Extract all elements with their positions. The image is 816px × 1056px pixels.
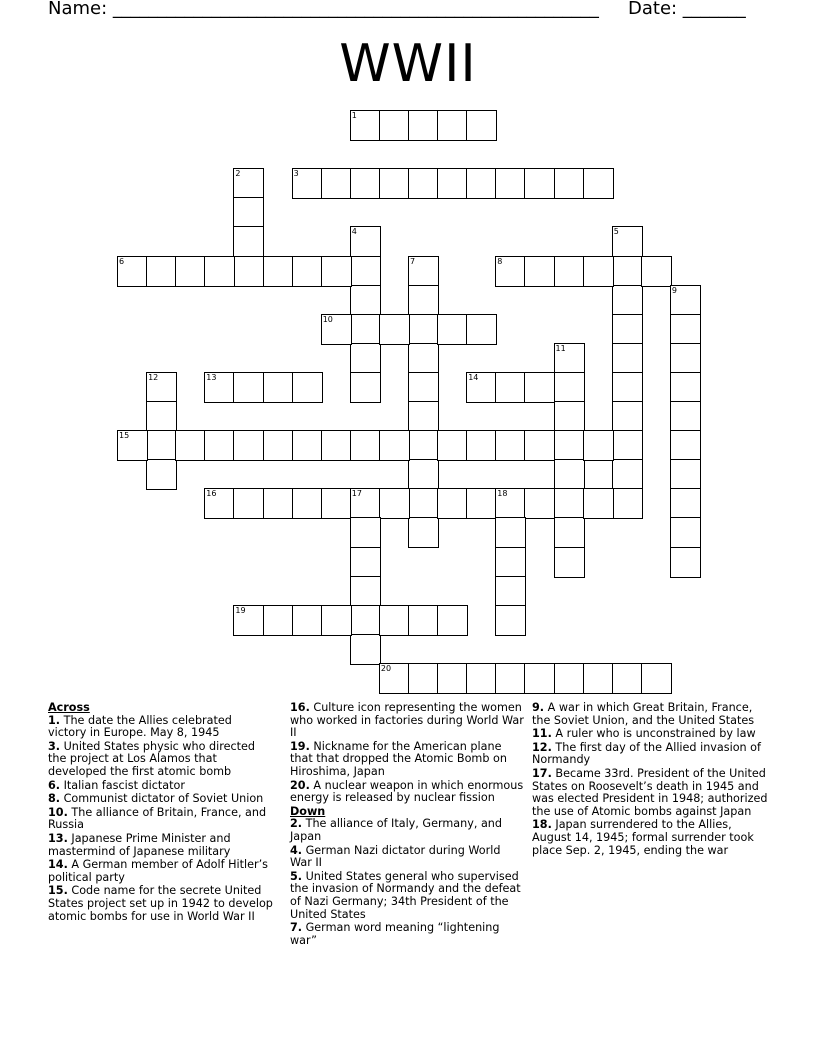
grid-cell[interactable]: [292, 168, 323, 199]
clue-text: United States physic who directed the project at Los Alamos that developed the first atomic bomb: [48, 739, 255, 778]
clue-number: 14.: [48, 858, 68, 872]
clue-number: 12: [148, 372, 159, 382]
clue-number: 13: [206, 372, 217, 382]
grid-cell[interactable]: [408, 343, 439, 374]
clue-text: United States general who supervised the invasion of Normandy and the defeat of Nazi Germany; 34th President of the United States: [290, 869, 521, 921]
grid-cell[interactable]: [554, 168, 585, 199]
clue-number: 6: [119, 256, 125, 266]
clue-number: 1.: [48, 713, 61, 727]
grid-cell[interactable]: [292, 430, 323, 461]
clue-text: Became 33rd. President of the United States on Roosevelt’s death in 1945 and was elected President in 1948; authorized the use of Atomic bombs against Japan: [532, 766, 768, 818]
clue-text: Communist dictator of Soviet Union: [63, 792, 264, 806]
grid-cell[interactable]: [495, 488, 526, 519]
clue-number: 11: [555, 343, 566, 353]
grid-cell[interactable]: [670, 430, 701, 461]
grid-cell[interactable]: [408, 488, 439, 519]
grid-cell[interactable]: [350, 430, 381, 461]
clue-number: 15.: [48, 884, 68, 898]
grid-cell[interactable]: [350, 285, 381, 316]
grid-cell[interactable]: [437, 430, 468, 461]
grid-cell[interactable]: [554, 343, 585, 374]
clue-number: 9: [671, 285, 677, 295]
grid-cell[interactable]: [350, 110, 381, 141]
grid-cell[interactable]: [466, 430, 497, 461]
grid-cell[interactable]: [437, 605, 468, 636]
grid-cell[interactable]: [670, 547, 701, 578]
grid-cell[interactable]: [612, 314, 643, 345]
grid-cell[interactable]: [495, 430, 526, 461]
grid-cell[interactable]: [117, 256, 148, 287]
grid-cell[interactable]: [292, 372, 323, 403]
clue-number: 6.: [48, 778, 61, 792]
grid-cell[interactable]: [495, 372, 526, 403]
grid-cell[interactable]: [233, 372, 264, 403]
grid-cell[interactable]: [612, 256, 643, 287]
grid-cell[interactable]: [146, 401, 177, 432]
grid-cell[interactable]: [233, 488, 264, 519]
grid-cell[interactable]: [408, 110, 439, 141]
grid-cell[interactable]: [437, 314, 468, 345]
clue-number: 8: [497, 256, 503, 266]
grid-cell[interactable]: [204, 430, 235, 461]
grid-cell[interactable]: [379, 605, 410, 636]
clue-number: 3.: [48, 739, 61, 753]
grid-cell[interactable]: [408, 168, 439, 199]
grid-cell[interactable]: [466, 314, 497, 345]
clue-number: 2: [235, 169, 241, 179]
grid-cell[interactable]: [641, 256, 672, 287]
grid-cell[interactable]: [408, 605, 439, 636]
grid-cell[interactable]: [408, 372, 439, 403]
grid-cell[interactable]: [233, 605, 264, 636]
clue-item: [48, 807, 273, 832]
clue-text: Japanese Prime Minister and mastermind of Japanese military: [48, 831, 231, 858]
clue-item: [48, 833, 273, 858]
clue-item: [290, 818, 525, 843]
grid-cell[interactable]: [233, 197, 264, 228]
grid-cell[interactable]: [204, 372, 235, 403]
grid-cell[interactable]: [350, 256, 381, 287]
grid-cell[interactable]: [350, 547, 381, 578]
clue-text: Italian fascist dictator: [63, 778, 185, 792]
clues-column-2: [290, 702, 525, 948]
clue-number: 17: [351, 489, 362, 499]
grid-cell[interactable]: [612, 401, 643, 432]
grid-cell[interactable]: [495, 256, 526, 287]
clue-number: 16: [206, 489, 217, 499]
grid-cell[interactable]: [670, 285, 701, 316]
clue-text: The alliance of Italy, Germany, and Japan: [290, 817, 502, 843]
clue-item: [48, 793, 273, 806]
grid-cell[interactable]: [408, 401, 439, 432]
clue-item: [532, 702, 772, 727]
grid-cell[interactable]: [612, 372, 643, 403]
name-field[interactable]: Name: ______________________________________________________: [48, 0, 599, 19]
grid-cell[interactable]: [408, 663, 439, 694]
grid-cell[interactable]: [583, 168, 614, 199]
grid-cell[interactable]: [263, 256, 294, 287]
grid-cell[interactable]: [408, 314, 439, 345]
clue-number: 9.: [532, 701, 545, 714]
grid-cell[interactable]: [524, 488, 555, 519]
grid-cell[interactable]: [146, 459, 177, 490]
grid-cell[interactable]: [350, 576, 381, 607]
clue-text: A German member of Adolf Hitler’s political party: [48, 858, 269, 884]
grid-cell[interactable]: [379, 488, 410, 519]
grid-cell[interactable]: [292, 488, 323, 519]
grid-cell[interactable]: [204, 488, 235, 519]
grid-cell[interactable]: [524, 663, 555, 694]
grid-cell[interactable]: [146, 430, 177, 461]
grid-cell[interactable]: [670, 343, 701, 374]
clue-number: 7.: [290, 921, 303, 935]
clue-text: German Nazi dictator during World War II: [290, 843, 501, 870]
clue-item: [290, 871, 525, 921]
grid-cell[interactable]: [408, 256, 439, 287]
grid-cell[interactable]: [612, 226, 643, 257]
grid-cell[interactable]: [670, 372, 701, 403]
grid-cell[interactable]: [670, 517, 701, 548]
grid-cell[interactable]: [379, 430, 410, 461]
grid-cell[interactable]: [321, 314, 352, 345]
clue-item: [48, 859, 273, 884]
grid-cell[interactable]: [350, 226, 381, 257]
clue-number: 10: [322, 314, 333, 324]
grid-cell[interactable]: [524, 256, 555, 287]
grid-cell[interactable]: [670, 401, 701, 432]
grid-cell[interactable]: [495, 547, 526, 578]
clue-item: [290, 845, 525, 870]
grid-cell[interactable]: [612, 285, 643, 316]
grid-cell[interactable]: [583, 663, 614, 694]
grid-cell[interactable]: [554, 401, 585, 432]
grid-cell[interactable]: [233, 168, 264, 199]
clue-item: [532, 768, 772, 818]
grid-cell[interactable]: [583, 488, 614, 519]
grid-cell[interactable]: [292, 256, 323, 287]
clue-number: 18.: [532, 818, 552, 832]
clue-item: [48, 715, 273, 740]
grid-cell[interactable]: [379, 314, 410, 345]
clue-number: 19.: [290, 739, 310, 753]
clue-text: Culture icon representing the women who worked in factories during World War II: [290, 701, 524, 740]
grid-cell[interactable]: [670, 314, 701, 345]
clue-item: [532, 742, 772, 767]
clue-number: 5: [613, 227, 619, 237]
grid-cell[interactable]: [612, 488, 643, 519]
clue-item: [48, 885, 273, 923]
grid-cell[interactable]: [350, 634, 381, 665]
clue-number: 11.: [532, 727, 552, 741]
clue-text: A nuclear weapon in which enormous energy is released by nuclear fission: [290, 778, 524, 805]
grid-cell[interactable]: [379, 168, 410, 199]
grid-cell[interactable]: [554, 430, 585, 461]
grid-cell[interactable]: [350, 605, 381, 636]
grid-cell[interactable]: [321, 256, 352, 287]
grid-cell[interactable]: [466, 110, 497, 141]
clue-text: Japan surrendered to the Allies, August 14, 1945; formal surrender took place Sep. 2, 1945, ending the war: [532, 818, 754, 857]
grid-cell[interactable]: [350, 314, 381, 345]
grid-cell[interactable]: [495, 576, 526, 607]
clue-number: 4: [351, 227, 357, 237]
clue-number: 18: [497, 489, 508, 499]
clue-number: 10.: [48, 805, 68, 819]
grid-cell[interactable]: [583, 256, 614, 287]
clue-text: Code name for the secrete United States project set up in 1942 to develop atomic bombs for use in World War II: [48, 884, 273, 923]
grid-cell[interactable]: [437, 110, 468, 141]
grid-cell[interactable]: [408, 430, 439, 461]
clue-item: [290, 780, 525, 805]
clue-text: The date the Allies celebrated victory in Europe. May 8, 1945: [48, 713, 232, 740]
clue-text: German word meaning “lightening war”: [290, 921, 500, 947]
grid-cell[interactable]: [233, 226, 264, 257]
clue-number: 5.: [290, 869, 303, 883]
grid-cell[interactable]: [524, 168, 555, 199]
grid-cell[interactable]: [612, 343, 643, 374]
grid-cell[interactable]: [175, 430, 206, 461]
grid-cell[interactable]: [670, 488, 701, 519]
grid-cell[interactable]: [292, 605, 323, 636]
clue-number: 3: [293, 169, 299, 179]
grid-cell[interactable]: [350, 488, 381, 519]
clue-text: A ruler who is unconstrained by law: [555, 727, 756, 741]
grid-cell[interactable]: [175, 256, 206, 287]
grid-cell[interactable]: [612, 430, 643, 461]
grid-cell[interactable]: [554, 488, 585, 519]
grid-cell[interactable]: [554, 372, 585, 403]
down-heading: Down: [290, 804, 326, 818]
grid-cell[interactable]: [321, 430, 352, 461]
clue-item: [48, 741, 273, 779]
clue-number: 14: [468, 372, 479, 382]
clue-number: 8.: [48, 792, 61, 806]
clue-number: 19: [235, 605, 246, 615]
grid-cell[interactable]: [263, 372, 294, 403]
grid-cell[interactable]: [379, 663, 410, 694]
grid-cell[interactable]: [495, 663, 526, 694]
grid-cell[interactable]: [408, 517, 439, 548]
grid-cell[interactable]: [233, 256, 264, 287]
grid-cell[interactable]: [204, 256, 235, 287]
clue-number: 20.: [290, 778, 310, 792]
grid-cell[interactable]: [583, 430, 614, 461]
grid-cell[interactable]: [146, 256, 177, 287]
clue-number: 15: [119, 431, 130, 441]
grid-cell[interactable]: [466, 488, 497, 519]
clue-number: 20: [380, 663, 392, 673]
grid-cell[interactable]: [612, 663, 643, 694]
clue-number: 13.: [48, 831, 68, 845]
grid-cell[interactable]: [321, 168, 352, 199]
grid-cell[interactable]: [670, 459, 701, 490]
grid-cell[interactable]: [495, 517, 526, 548]
grid-cell[interactable]: [524, 430, 555, 461]
grid-cell[interactable]: [117, 430, 148, 461]
grid-cell[interactable]: [350, 343, 381, 374]
grid-cell[interactable]: [263, 605, 294, 636]
grid-cell[interactable]: [554, 663, 585, 694]
grid-cell[interactable]: [350, 372, 381, 403]
grid-cell[interactable]: [233, 430, 264, 461]
clues-column-3: [532, 702, 772, 858]
clues-column-1: [48, 702, 273, 924]
clue-number: 16.: [290, 701, 310, 714]
clue-text: The first day of the Allied invasion of Normandy: [532, 740, 761, 767]
grid-cell[interactable]: [495, 605, 526, 636]
grid-cell[interactable]: [437, 168, 468, 199]
grid-cell[interactable]: [437, 663, 468, 694]
grid-cell[interactable]: [466, 168, 497, 199]
clue-item: [290, 922, 525, 947]
grid-cell[interactable]: [146, 372, 177, 403]
clue-number: 4.: [290, 843, 303, 857]
clue-number: 7: [410, 256, 416, 266]
grid-cell[interactable]: [321, 605, 352, 636]
clue-text: Nickname for the American plane that that dropped the Atomic Bomb on Hiroshima, Japan: [290, 739, 507, 778]
clue-number: 12.: [532, 740, 552, 754]
grid-cell[interactable]: [641, 663, 672, 694]
grid-cell[interactable]: [408, 459, 439, 490]
clue-item: [48, 780, 273, 793]
clue-item: [290, 702, 525, 740]
clue-item: [290, 741, 525, 779]
clue-number: 2.: [290, 817, 303, 831]
grid-cell[interactable]: [350, 168, 381, 199]
clue-number: 17.: [532, 766, 552, 780]
clue-number: 1: [351, 111, 357, 120]
grid-cell[interactable]: [495, 168, 526, 199]
grid-cell[interactable]: [554, 547, 585, 578]
grid-cell[interactable]: [263, 430, 294, 461]
grid-cell[interactable]: [466, 372, 497, 403]
clue-text: A war in which Great Britain, France, the Soviet Union, and the United States: [532, 701, 755, 727]
grid-cell[interactable]: [554, 517, 585, 548]
date-field[interactable]: Date: _______: [628, 0, 746, 19]
grid-cell[interactable]: [437, 488, 468, 519]
clue-item: [532, 819, 772, 857]
across-heading: Across: [48, 701, 90, 714]
grid-cell[interactable]: [612, 459, 643, 490]
grid-cell[interactable]: [408, 285, 439, 316]
grid-cell[interactable]: [350, 517, 381, 548]
grid-cell[interactable]: [466, 663, 497, 694]
grid-cell[interactable]: [554, 459, 585, 490]
grid-cell[interactable]: [263, 488, 294, 519]
page-title: WWII: [339, 34, 477, 94]
clue-text: The alliance of Britain, France, and Russia: [48, 805, 267, 832]
grid-cell[interactable]: [524, 372, 555, 403]
grid-cell[interactable]: [379, 110, 410, 141]
grid-cell[interactable]: [554, 256, 585, 287]
clue-item: [532, 728, 772, 741]
grid-cell[interactable]: [321, 488, 352, 519]
